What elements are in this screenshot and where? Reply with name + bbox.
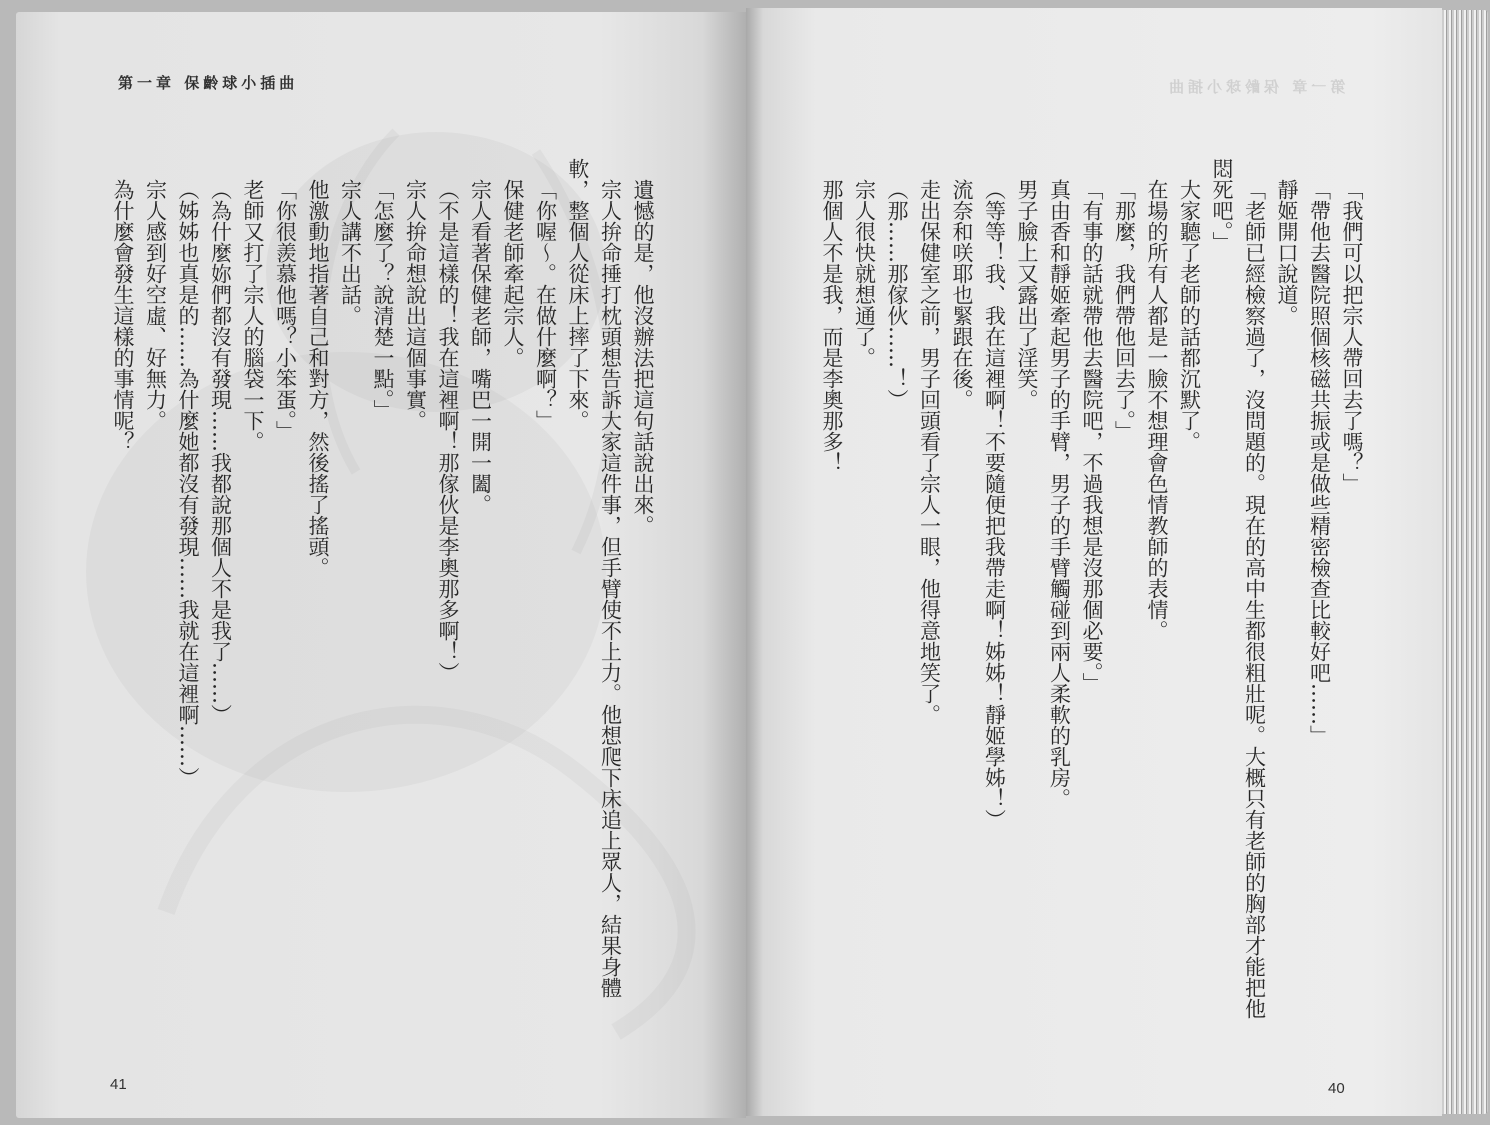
text-column: 宗人感到好空虛、好無力。 — [143, 179, 168, 431]
text-column: 走出保健室之前，男子回頭看了宗人一眼，他得意地笑了。 — [917, 179, 942, 725]
text-column: 流奈和咲耶也緊跟在後。 — [950, 179, 974, 410]
text-column: 宗人看著保健老師，嘴巴一開一闔。 — [468, 179, 493, 515]
page-stack-edges — [1442, 10, 1488, 1114]
text-column: 「怎麼了？說清楚一點。」 — [371, 179, 395, 421]
text-column: 悶死吧。」 — [1210, 158, 1234, 253]
text-column: 大家聽了老師的話都沉默了。 — [1177, 179, 1202, 452]
text-column: 男子臉上又露出了淫笑。 — [1015, 179, 1039, 410]
text-column: 「我們可以把宗人帶回去了嗎？」 — [1340, 179, 1364, 494]
text-column: 宗人講不出話。 — [338, 179, 363, 326]
text-column: （那……那傢伙……！） — [885, 179, 909, 410]
left-page-text — [106, 158, 659, 1028]
text-column: 保健老師牽起宗人。 — [501, 179, 525, 368]
text-column: （為什麼妳們都沒有發現……我都說那個人不是我了……） — [208, 179, 233, 725]
text-column: 「你很羨慕他嗎？小笨蛋。」 — [273, 179, 298, 442]
text-column: （姊姊也真是的……為什麼她都沒有發現……我就在這裡啊……） — [176, 179, 200, 788]
text-column: 「那麼，我們帶他回去了。」 — [1112, 179, 1137, 442]
text-column: 「你喔～。在做什麼啊？」 — [533, 179, 558, 431]
text-column: 那個人不是我，而是李奧那多！ — [820, 179, 844, 473]
text-column: 在場的所有人都是一臉不想理會色情教師的表情。 — [1145, 179, 1169, 641]
text-column: 「帶他去醫院照個核磁共振或是做些精密檢查比較好吧……」 — [1307, 179, 1332, 746]
text-column: 真由香和靜姬牽起男子的手臂，男子的手臂觸碰到兩人柔軟的乳房。 — [1047, 179, 1072, 809]
page-number: 41 — [110, 1076, 127, 1093]
page-number: 40 — [1328, 1080, 1345, 1097]
text-column: （不是這樣的！我在這裡啊！那傢伙是李奧那多啊！） — [436, 179, 460, 683]
text-column: 「老師已經檢察過了，沒問題的。現在的高中生都很粗壯呢。大概只有老師的胸部才能把他 — [1242, 179, 1267, 1019]
text-column: 宗人很快就想通了。 — [852, 179, 877, 368]
chapter-header: 第一章 保齡球小插曲 — [118, 74, 299, 92]
text-column: （等等！我、我在這裡啊！不要隨便把我帶走啊！姊姊！靜姬學姊！） — [982, 179, 1007, 830]
text-column: 軟，整個人從床上摔了下來。 — [566, 158, 590, 431]
text-column: 靜姬開口說道。 — [1275, 179, 1299, 326]
right-page-text — [815, 158, 1368, 1028]
text-column: 宗人拚命捶打枕頭想告訴大家這件事，但手臂使不上力。他想爬下床追上眾人，結果身體 — [598, 179, 623, 998]
text-column: 老師又打了宗人的腦袋一下。 — [241, 179, 265, 452]
text-column: 宗人拚命想說出這個事實。 — [403, 179, 428, 431]
text-column: 「有事的話就帶他去醫院吧，不過我想是沒那個必要。」 — [1080, 179, 1104, 694]
text-column: 遺憾的是，他沒辦法把這句話說出來。 — [631, 179, 655, 536]
text-column: 為什麼會發生這樣的事情呢？ — [111, 179, 135, 452]
text-column: 他激動地指著自己和對方，然後搖了搖頭。 — [306, 179, 330, 578]
mirrored-header-bleed-through: 第一章 保齡球小插曲 — [1165, 78, 1346, 96]
